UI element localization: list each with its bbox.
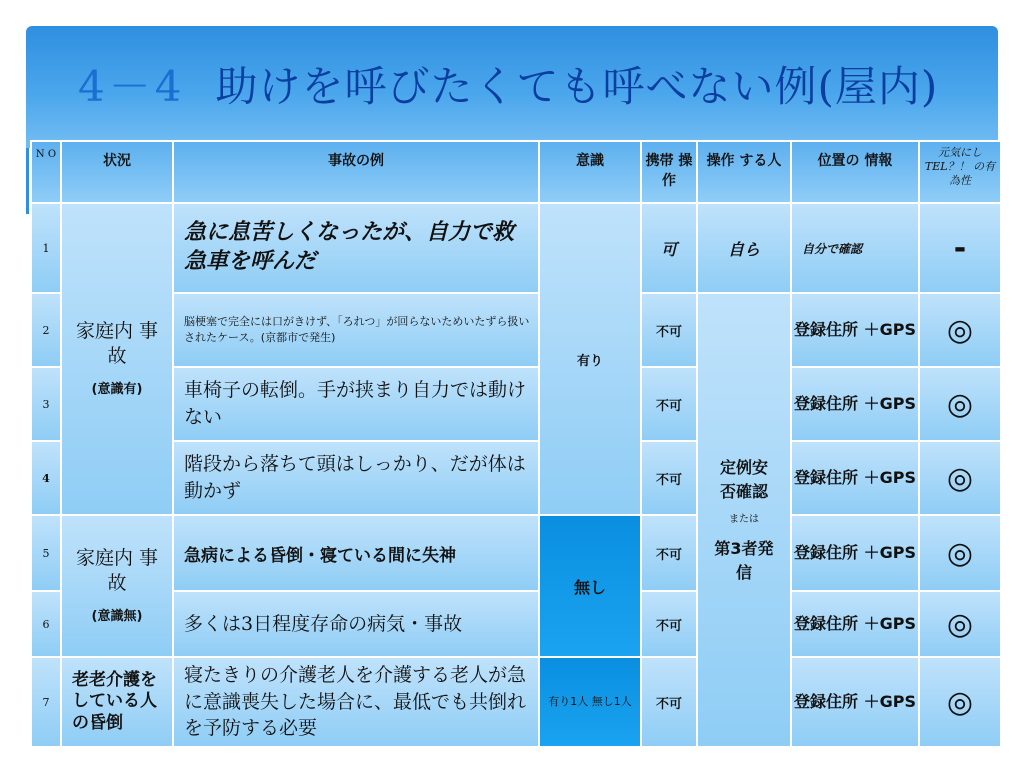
dash-mark: - — [919, 203, 1001, 293]
phone-status: 不可 — [641, 441, 697, 515]
table-row — [31, 591, 1001, 657]
phone-status: 不可 — [641, 657, 697, 747]
operator-or: または — [729, 513, 759, 525]
situation-home-conscious — [61, 203, 178, 515]
location-info: 登録住所 ＋GPS — [791, 515, 919, 591]
consciousness-yes: 有り — [539, 203, 641, 515]
situation-label: 家庭内 事 故 — [75, 319, 178, 367]
phone-status: 不可 — [641, 515, 697, 591]
accident-table — [30, 140, 1002, 748]
operator-self: 自ら — [697, 203, 791, 293]
row-number: 7 — [31, 657, 61, 747]
location-info: 登録住所 ＋GPS — [791, 293, 919, 367]
double-circle-mark: ◎ — [919, 515, 1001, 591]
operator-group — [697, 293, 791, 747]
consciousness-mixed: 有り1人 無し1人 — [539, 657, 641, 747]
case-text: 急病による昏倒・寝ている間に失神 — [173, 515, 539, 591]
header-case: 事故の例 — [173, 141, 539, 203]
table-row — [31, 203, 1001, 293]
slide-title — [78, 54, 938, 114]
double-circle-mark: ◎ — [919, 293, 1001, 367]
header-operator: 操作 する人 — [697, 141, 791, 203]
case-text: 急に息苦しくなったが、自力で救急車を呼んだ — [173, 203, 539, 293]
location-self: 自分で確認 — [791, 203, 919, 293]
situation-label: 家庭内 事 故 — [75, 546, 178, 594]
case-text: 寝たきりの介護老人を介護する老人が急に意識喪失した場合に、最低でも共倒れを予防する必要 — [173, 657, 539, 747]
table-row — [31, 515, 1001, 591]
header-phone-operation: 携帯 操作 — [641, 141, 697, 203]
row-number: 4 — [31, 441, 61, 515]
consciousness-no: 無し — [539, 515, 641, 657]
double-circle-mark: ◎ — [919, 367, 1001, 441]
row-number: 2 — [31, 293, 61, 367]
header-note: 元気にし TEL？！ の有為性 — [919, 141, 1001, 203]
case-text: 脳梗塞で完全には口がきけず、「ろれつ」が回らないためいたずら扱いされたケース。(京都市で発生) — [173, 293, 539, 367]
operator-alt: 第3者発信 — [714, 538, 774, 582]
location-info: 登録住所 ＋GPS — [791, 657, 919, 747]
situation-sub: (意識無) — [91, 609, 143, 625]
situation-elder-care: 老老介護をしている人の昏倒 — [61, 657, 173, 747]
location-info: 登録住所 ＋GPS — [791, 367, 919, 441]
table-row — [31, 441, 1001, 515]
location-info: 登録住所 ＋GPS — [791, 591, 919, 657]
phone-ok: 可 — [641, 203, 697, 293]
double-circle-mark: ◎ — [919, 591, 1001, 657]
table-row — [31, 367, 1001, 441]
double-circle-mark: ◎ — [919, 657, 1001, 747]
situation-sub: (意識有) — [91, 382, 143, 398]
case-text: 車椅子の転倒。手が挟まり自力では動けない — [173, 367, 539, 441]
operator-main: 定例安否確認 — [719, 457, 768, 501]
slide-number: 4－4 — [78, 62, 186, 111]
row-number: 6 — [31, 591, 61, 657]
header-row — [31, 141, 1001, 203]
phone-status: 不可 — [641, 591, 697, 657]
row-number: 1 — [31, 203, 61, 293]
location-info: 登録住所 ＋GPS — [791, 441, 919, 515]
case-text: 多くは3日程度存命の病気・事故 — [173, 591, 539, 657]
header-situation: 状況 — [61, 141, 173, 203]
header-consciousness: 意識 — [539, 141, 641, 203]
row-number: 5 — [31, 515, 61, 591]
header-no: N O — [31, 141, 61, 203]
banner-edge — [26, 148, 29, 214]
phone-status: 不可 — [641, 293, 697, 367]
slide-title-text: 助けを呼びたくても呼べない例(屋内) — [215, 62, 939, 111]
table-row — [31, 657, 1001, 747]
double-circle-mark: ◎ — [919, 441, 1001, 515]
case-text: 階段から落ちて頭はしっかり、だが体は動かず — [173, 441, 539, 515]
phone-status: 不可 — [641, 367, 697, 441]
situation-home-unconscious — [61, 515, 178, 657]
row-number: 3 — [31, 367, 61, 441]
header-location: 位置の 情報 — [791, 141, 919, 203]
